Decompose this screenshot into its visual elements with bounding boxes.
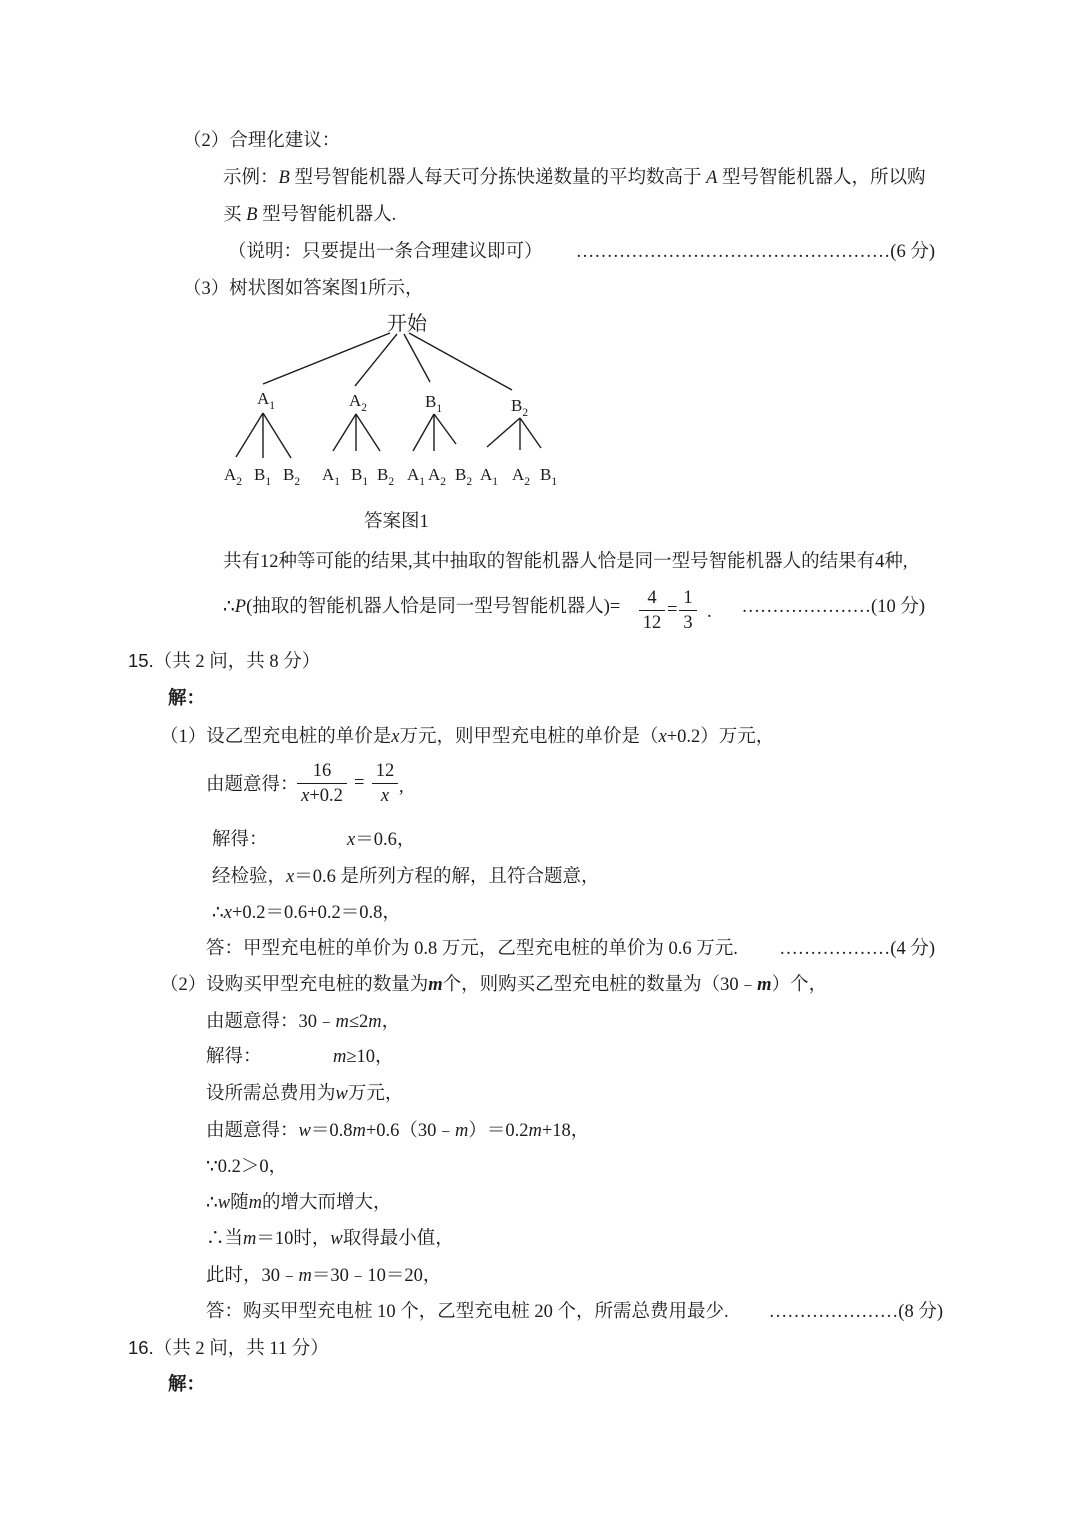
score-leader-4: ………………(4 分)	[779, 939, 935, 959]
tree-leaf	[351, 465, 368, 488]
node-subscript: 2	[236, 476, 243, 488]
text-segment: 由题意得：	[206, 1121, 299, 1141]
node-letter: A	[322, 465, 335, 484]
tree-node-level1	[349, 391, 367, 414]
text-segment: （1）设乙型充电桩的单价是	[160, 727, 392, 747]
variable-m: m	[248, 1193, 263, 1213]
tree-edge	[333, 414, 356, 451]
node-letter: A	[512, 465, 525, 484]
q15-part1-solve-result	[347, 828, 415, 852]
q15-part1-setup	[160, 725, 774, 749]
score-leader-10: …………………(10 分)	[741, 597, 925, 617]
q15-part2-minimum	[206, 1227, 454, 1251]
node-subscript: 1	[551, 476, 558, 488]
fraction-denominator	[297, 784, 347, 808]
variable-m: m	[428, 975, 443, 995]
q15-part2-cost-eq	[206, 1119, 589, 1143]
fraction-numerator: 4	[647, 588, 657, 608]
tree-leaf	[455, 465, 472, 488]
text-segment: 型号智能机器人.	[257, 205, 397, 225]
node-subscript: 2	[294, 476, 301, 488]
node-letter: B	[351, 465, 363, 484]
question-info: （共 2 问，共 8 分）	[153, 652, 321, 672]
text-segment: +0.2＝0.6+0.2＝0.8，	[232, 903, 401, 923]
q15-part1-solve-label: 解得：	[212, 830, 268, 850]
tree-leaf	[254, 465, 271, 488]
fraction-numerator: 1	[683, 588, 693, 608]
tree-leaf	[512, 465, 530, 488]
q14-example-line2	[223, 203, 396, 227]
node-subscript: 1	[265, 476, 272, 488]
q15-equation-label: 由题意得：	[206, 775, 299, 795]
text-segment: ＝0.8	[310, 1121, 353, 1141]
fraction-numerator: 12	[375, 761, 395, 781]
variable-b: B	[278, 168, 290, 188]
variable-m: m	[454, 1121, 469, 1141]
tree-edge	[356, 414, 380, 451]
text-segment: （2）设购买甲型充电桩的数量为	[160, 975, 429, 995]
q16-solution-label: 解：	[168, 1375, 206, 1395]
text-segment: 买	[223, 205, 247, 225]
text-segment: 示例：	[223, 168, 279, 188]
node-letter: A	[428, 465, 441, 484]
variable-m: m	[528, 1121, 542, 1141]
variable-m: m	[757, 975, 772, 995]
tree-node-level1	[511, 396, 528, 419]
variable-m: m	[335, 1012, 349, 1032]
variable-x: x	[301, 786, 310, 806]
q15-part1-answer: 答：甲型充电桩的单价为 0.8 万元，乙型充电桩的单价为 0.6 万元.	[206, 939, 738, 959]
q15-part2-answer: 答：购买甲型充电桩 10 个，乙型充电桩 20 个，所需总费用最少.	[206, 1302, 729, 1322]
text-segment: (抽取的智能机器人恰是同一型号智能机器人)=	[246, 597, 621, 617]
text-segment: ＝0.6，	[355, 830, 416, 850]
variable-x: x	[391, 727, 400, 747]
node-letter: B	[425, 392, 437, 411]
q15-part2-since: ∵0.2＞0，	[206, 1157, 288, 1177]
q14-note: （说明：只要提出一条合理建议即可）	[228, 242, 543, 262]
therefore-symbol: ∴	[206, 1193, 218, 1213]
text-segment: ）＝0.2	[468, 1121, 529, 1141]
q15-part2-solve-label: 解得：	[206, 1047, 262, 1067]
variable-m: m	[333, 1047, 347, 1067]
text-segment: ）个，	[771, 975, 828, 995]
node-subscript: 2	[524, 476, 531, 488]
node-letter: A	[224, 465, 237, 484]
q15-solution-label: 解：	[168, 689, 206, 709]
node-subscript: 2	[522, 407, 529, 419]
text-segment: ＝10时，	[256, 1229, 331, 1249]
fraction-numerator: 16	[312, 761, 332, 781]
question-number: 16.	[128, 1337, 154, 1358]
q15-part2-then	[206, 1264, 441, 1288]
question-info: （共 2 问，共 11 分）	[153, 1339, 329, 1359]
tree-leaf	[224, 465, 242, 488]
text-segment: ，	[381, 1012, 401, 1032]
variable-x: x	[658, 727, 667, 747]
text-segment: +0.2	[309, 786, 343, 806]
text-segment: +0.2）万元，	[666, 727, 775, 747]
node-subscript: 1	[269, 400, 276, 412]
q14-probability-prefix	[223, 595, 620, 619]
text-segment: 万元，	[347, 1084, 404, 1104]
variable-x: x	[286, 867, 295, 887]
text-segment: 随	[230, 1193, 249, 1213]
q14-example-line1	[223, 166, 926, 190]
text-segment: 取得最小值，	[342, 1229, 454, 1249]
variable-a: A	[706, 168, 718, 188]
q15-part1-derive	[212, 901, 401, 925]
tree-root: 开始	[387, 313, 427, 335]
text-segment: 经检验，	[212, 867, 287, 887]
text-segment: 由题意得：30﹣	[206, 1012, 336, 1032]
node-subscript: 1	[419, 476, 426, 488]
node-subscript: 1	[362, 476, 369, 488]
period: .	[707, 602, 712, 622]
node-letter: B	[254, 465, 266, 484]
comma: ,	[399, 777, 404, 797]
fraction-denominator: 12	[642, 613, 662, 633]
node-subscript: 2	[361, 402, 368, 414]
q15-part2-setup	[160, 973, 827, 997]
node-letter: A	[349, 391, 362, 410]
tree-leaf	[377, 465, 394, 488]
q15-title	[128, 649, 320, 674]
tree-edge	[355, 334, 397, 386]
tree-edge	[404, 334, 430, 382]
text-segment: ＝30﹣10＝20，	[311, 1266, 442, 1286]
q15-part2-inequality	[206, 1010, 400, 1034]
node-subscript: 1	[436, 403, 443, 415]
variable-m: m	[352, 1121, 366, 1141]
text-segment: 此时，30﹣	[206, 1266, 299, 1286]
tree-diagram	[210, 300, 580, 500]
equals-sign: =	[354, 773, 365, 793]
q15-part2-monotonic	[206, 1191, 392, 1215]
q14-part2-heading: （2）合理化建议：	[183, 131, 341, 151]
node-letter: A	[407, 465, 420, 484]
score-leader-8: …………………(8 分)	[768, 1302, 943, 1322]
text-segment: ＝0.6 是所列方程的解，且符合题意，	[294, 867, 600, 887]
text-segment: 个，则购买乙型充电桩的数量为（30﹣	[442, 975, 758, 995]
therefore-symbol: ∴	[223, 597, 235, 617]
text-segment: +0.6（30﹣	[365, 1121, 455, 1141]
fraction-4-12	[639, 586, 665, 635]
node-letter: B	[540, 465, 552, 484]
tree-leaf	[322, 465, 340, 488]
variable-w: w	[217, 1193, 231, 1213]
text-segment: 的增大而增大，	[262, 1193, 392, 1213]
variable-x: x	[223, 903, 232, 923]
node-letter: A	[257, 389, 270, 408]
node-letter: B	[283, 465, 295, 484]
fraction-1-3	[679, 586, 697, 635]
tree-edge	[434, 414, 456, 444]
fraction-denominator: x	[380, 786, 390, 806]
variable-w: w	[335, 1084, 348, 1104]
node-letter: A	[480, 465, 493, 484]
node-subscript: 1	[492, 476, 499, 488]
text-segment: ≤2	[348, 1012, 369, 1032]
variable-x: x	[347, 830, 356, 850]
tree-leaf	[283, 465, 300, 488]
variable-w: w	[330, 1229, 343, 1249]
q14-part3-heading: （3）树状图如答案图1所示，	[183, 279, 424, 299]
q15-part2-solve-result	[333, 1045, 394, 1069]
text-segment: +18，	[541, 1121, 590, 1141]
text-segment: 设所需总费用为	[206, 1084, 336, 1104]
q15-part1-check	[212, 865, 600, 889]
text-segment: ∴当	[206, 1229, 244, 1249]
fraction-16-over-x-plus	[297, 759, 347, 808]
tree-leaf	[540, 465, 557, 488]
node-letter: B	[511, 396, 523, 415]
figure-caption: 答案图1	[364, 512, 429, 532]
tree-edge	[263, 333, 390, 384]
node-subscript: 2	[440, 476, 447, 488]
tree-node-level1	[257, 389, 275, 412]
tree-edge	[520, 418, 541, 448]
q15-part2-cost-def	[206, 1082, 403, 1106]
variable-b: B	[246, 205, 258, 225]
tree-node-level1	[425, 392, 442, 415]
node-letter: B	[455, 465, 467, 484]
tree-leaf	[480, 465, 498, 488]
variable-m: m	[243, 1229, 257, 1249]
node-subscript: 2	[388, 476, 395, 488]
text-segment: ≥10，	[346, 1047, 394, 1067]
equals-sign: =	[667, 600, 678, 620]
node-subscript: 2	[466, 476, 473, 488]
tree-leaf	[407, 465, 425, 488]
variable-p: P	[234, 597, 247, 617]
tree-edge	[236, 413, 263, 457]
tree-leaf	[428, 465, 446, 488]
node-letter: B	[377, 465, 389, 484]
text-segment: 万元，则甲型充电桩的单价是（	[399, 727, 659, 747]
score-leader-6: ……………………………………………(6 分)	[575, 242, 935, 262]
text-segment: 型号智能机器人，所以购	[717, 168, 926, 188]
q16-title	[128, 1336, 329, 1361]
variable-m: m	[368, 1012, 382, 1032]
q14-result-line: 共有12种等可能的结果,其中抽取的智能机器人恰是同一型号智能机器人的结果有4种,	[223, 552, 908, 572]
tree-edge	[263, 413, 291, 458]
tree-edge	[413, 414, 434, 451]
fraction-denominator: 3	[683, 613, 693, 633]
fraction-12-over-x	[372, 759, 398, 808]
tree-edge	[409, 333, 512, 390]
text-segment: 型号智能机器人每天可分拣快递数量的平均数高于	[289, 168, 707, 188]
therefore-symbol: ∴	[212, 903, 224, 923]
question-number: 15.	[128, 650, 154, 671]
variable-w: w	[298, 1121, 311, 1141]
tree-edge	[487, 418, 520, 447]
node-subscript: 1	[334, 476, 341, 488]
variable-m: m	[298, 1266, 312, 1286]
